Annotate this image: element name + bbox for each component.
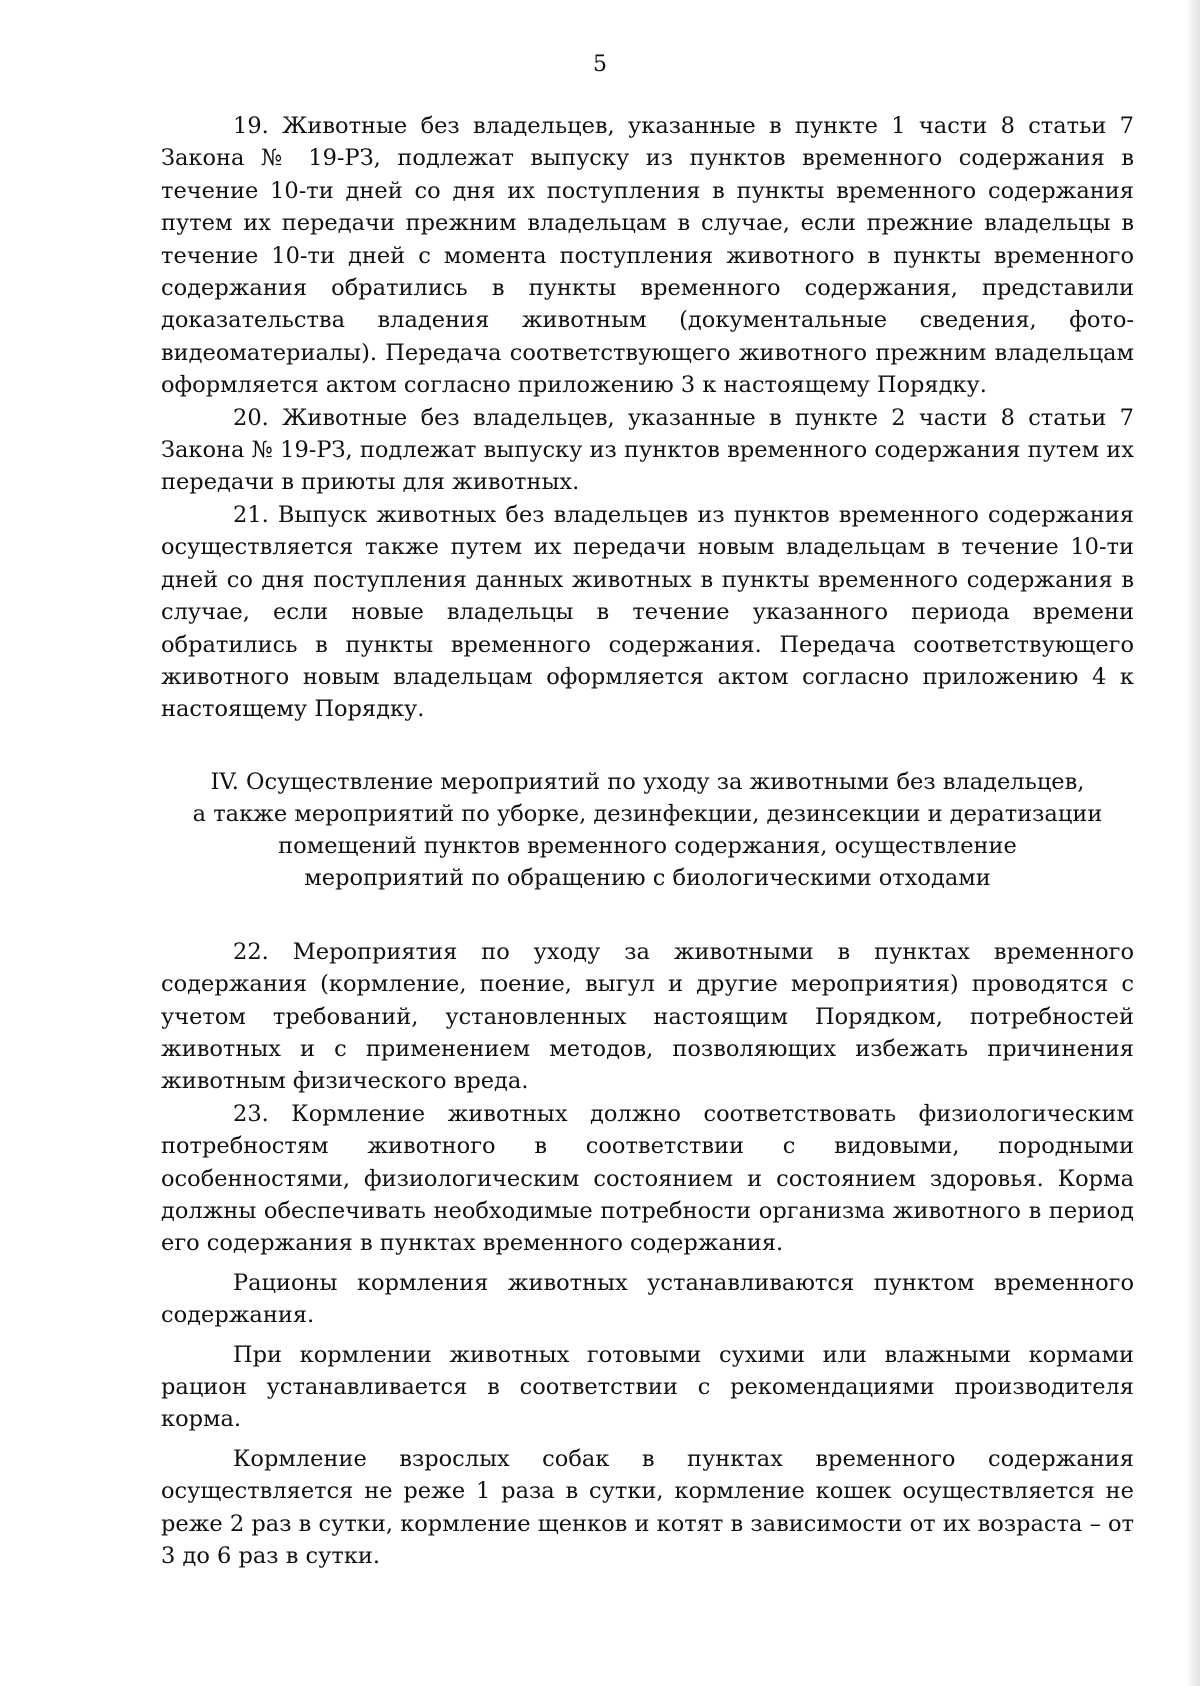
paragraph-22: 22. Мероприятия по уходу за животными в пунктах временного содержания (кормление, поение, выгул и другие мероприятия) проводятся с учетом требований, установленных настоящим Порядком, потребностей животных и с применением методов, позволяющих избежать причинения животным физического вреда. bbox=[161, 938, 1134, 1095]
section-heading-line: помещений пунктов временного содержания, осуществление bbox=[278, 832, 1017, 859]
paragraph-feeding-frequency: Кормление взрослых собак в пунктах временного содержания осуществляется не реже 1 раза в сутки, кормление кошек осуществляется не реже 2 раз в сутки, кормление щенков и котят в зависимости от их возраста – от 3 до 6 раз в сутки. bbox=[161, 1445, 1134, 1570]
section-heading-line: а также мероприятий по уборке, дезинфекции, дезинсекции и дератизации bbox=[192, 800, 1103, 827]
paragraph-ready-feed: При кормлении животных готовыми сухими или влажными кормами рацион устанавливается в соответствии с рекомендациями производителя корма. bbox=[161, 1341, 1134, 1433]
section-heading-line: мероприятий по обращению с биологическими отходами bbox=[304, 864, 991, 891]
section-heading-line: IV. Осуществление мероприятий по уходу за животными без владельцев, bbox=[210, 768, 1085, 795]
paragraph-20: 20. Животные без владельцев, указанные в пункте 2 части 8 статьи 7 Закона № 19-РЗ, подлежат выпуску из пунктов временного содержания путем их передачи в приюты для животных. bbox=[161, 404, 1134, 496]
document-body bbox=[161, 110, 1134, 1572]
section-heading-iv bbox=[161, 766, 1134, 894]
paragraph-23: 23. Кормление животных должно соответствовать физиологическим потребностям животного в соответствии с видовыми, породными особенностями, физиологическим состоянием и состоянием здоровья. Корма должны обеспечивать необходимые потребности организма животного в период его содержания в пунктах временного содержания. bbox=[161, 1100, 1134, 1257]
paragraph-rations: Рационы кормления животных устанавливаются пунктом временного содержания. bbox=[161, 1269, 1134, 1329]
scan-edge-shadow bbox=[1186, 0, 1200, 1686]
paragraph-19: 19. Животные без владельцев, указанные в пункте 1 части 8 статьи 7 Закона № 19-РЗ, подлежат выпуску из пунктов временного содержания в течение 10-ти дней со дня их поступления в пункты временного содержания путем их передачи прежним владельцам в случае, если прежние владельцы в течение 10-ти дней с момента поступления животного в пункты временного содержания обратились в пункты временного содержания, представили доказательства владения животным (документальные сведения, фото-видеоматериалы). Передача соответствующего животного прежним владельцам оформляется актом согласно приложению 3 к настоящему Порядку. bbox=[161, 113, 1134, 399]
page-number: 5 bbox=[593, 52, 607, 77]
paragraph-21: 21. Выпуск животных без владельцев из пунктов временного содержания осуществляется также путем их передачи новым владельцам в течение 10-ти дней со дня поступления данных животных в пункты временного содержания в случае, если новые владельцы в течение указанного периода времени обратились в пункты временного содержания. Передача соответствующего животного новым владельцам оформляется актом согласно приложению 4 к настоящему Порядку. bbox=[161, 501, 1134, 723]
